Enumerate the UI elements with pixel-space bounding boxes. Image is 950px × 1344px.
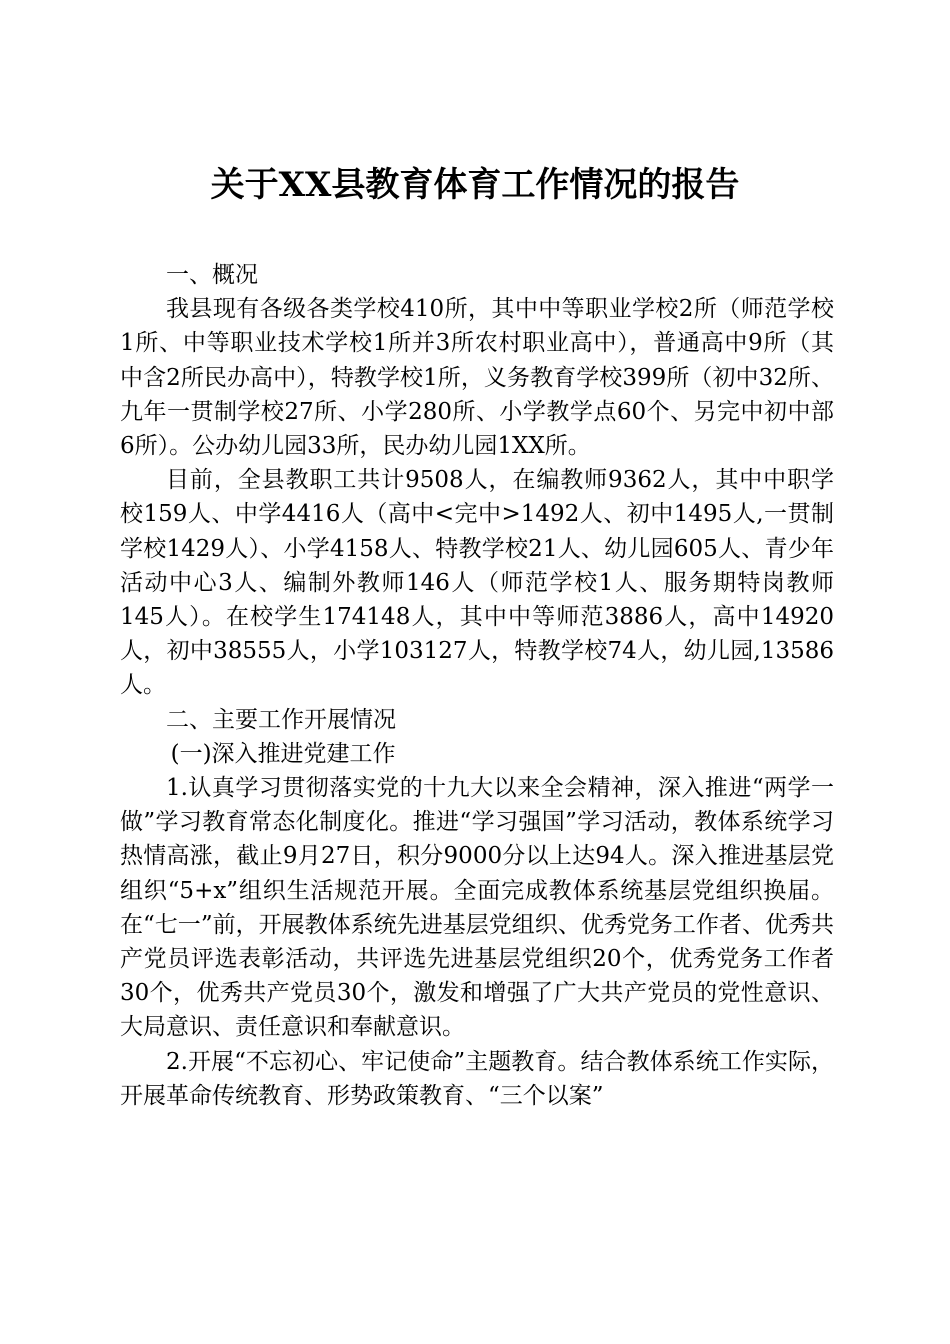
section-heading-overview: 一、概况 [166, 262, 258, 288]
paragraph-staff-students: 目前，全县教职工共计9508人，在编教师9362人，其中中职学校159人、中学4416人（高中<完中>1492人、初中1495人,一贯制学校1429人）、小学4158人、特教学校21人、幼儿园605人、青少年活动中心3人、编制外教师146人（师范学校1人、服务期特岗教师145人）。在校学生174148人，其中中等师范3886人，高中14920人，初中38555人，小学103127人，特教学校74人，幼儿园,13586人。 [120, 467, 834, 699]
section-heading-main-work: 二、主要工作开展情况 [166, 706, 396, 733]
paragraph-party-study: 1.认真学习贯彻落实党的十九大以来全会精神，深入推进“两学一做”学习教育常态化制度化。推进“学习强国”学习活动，教体系统学习热情高涨，截止9月27日，积分9000分以上达94人。深入推进基层党组织“5+x”组织生活规范开展。全面完成教体系统基层党组织换届。在“七一”前，开展教体系统先进基层党组织、优秀党务工作者、优秀共产党员评选表彰活动，共评选先进基层党组织20个，优秀党务工作者30个，优秀共产党员30个，激发和增强了广大共产党员的党性意识、大局意识、责任意识和奉献意识。 [120, 775, 834, 1041]
paragraph-schools: 我县现有各级各类学校410所，其中中等职业学校2所（师范学校1所、中等职业技术学校1所并3所农村职业高中），普通高中9所（其中含2所民办高中），特教学校1所，义务教育学校399所（初中32所、九年一贯制学校27所、小学280所、小学教学点60个、另完中初中部6所）。公办幼儿园33所，民办幼儿园1XX所。 [120, 296, 834, 460]
document-body [120, 258, 834, 1113]
document-title: 关于XX县教育体育工作情况的报告 [210, 165, 740, 205]
subsection-heading-party-building: (一)深入推进党建工作 [170, 740, 396, 767]
paragraph-theme-education: 2.开展“不忘初心、牢记使命”主题教育。结合教体系统工作实际，开展革命传统教育、形势政策教育、“三个以案” [120, 1048, 834, 1109]
